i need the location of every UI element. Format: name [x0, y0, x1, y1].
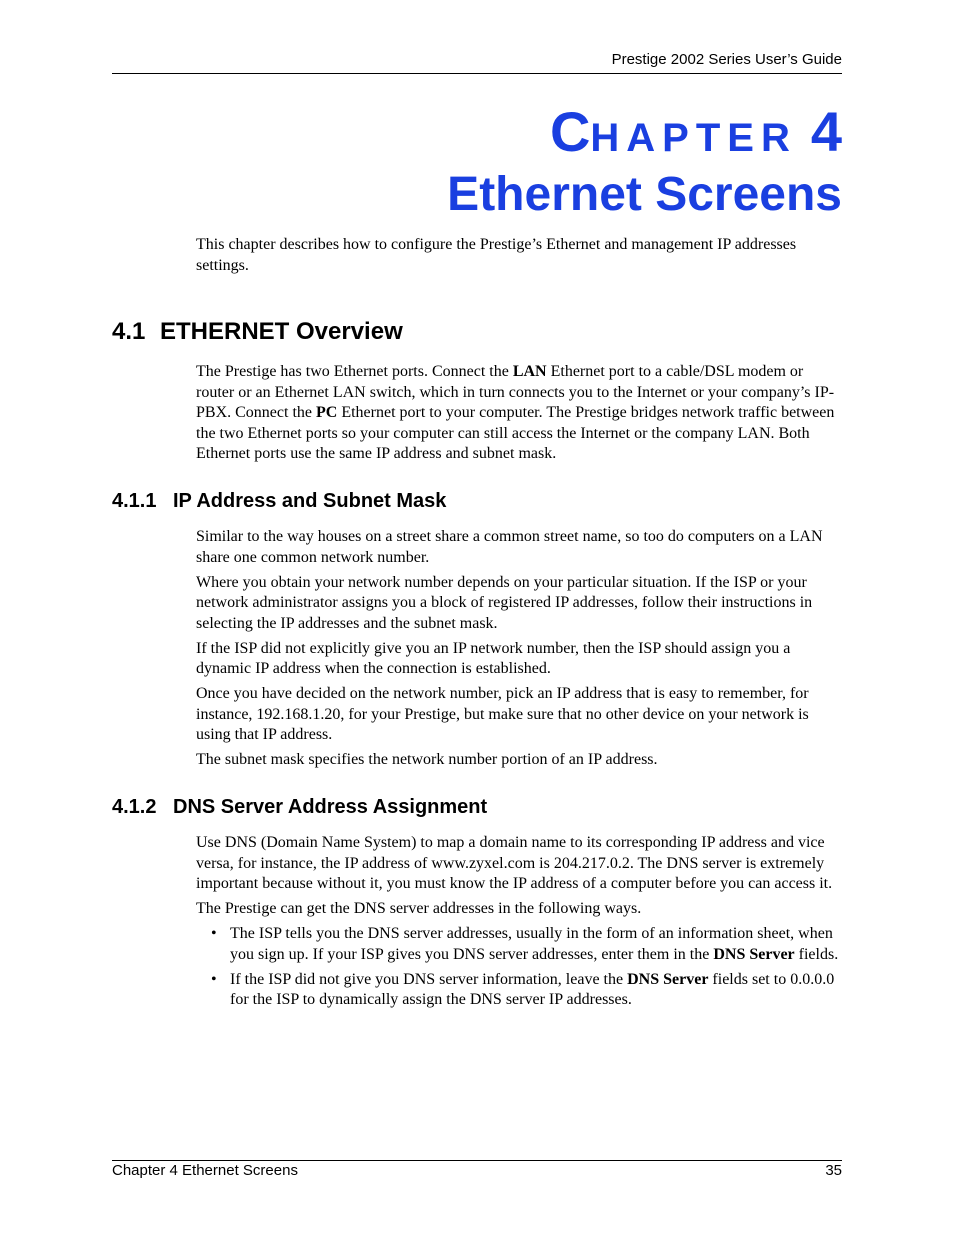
paragraph: If the ISP did not explicitly give you an IP network number, then the ISP should assign you a dynamic IP address when the connection is established. — [196, 639, 791, 677]
section-heading-4-1 — [112, 318, 403, 346]
text-run: Ethernet port to your computer. The Prestige bridges network traffic between the two Ethernet ports so your computer can still access the Internet or the company LAN. Both Ethernet ports use the same IP address and subnet mask. — [196, 404, 835, 462]
paragraph: The subnet mask specifies the network number portion of an IP address. — [196, 751, 658, 768]
list-item — [196, 970, 842, 1011]
intro-block — [196, 235, 842, 276]
section-title: DNS Server Address Assignment — [173, 796, 488, 818]
section-number: 4.1 — [112, 318, 146, 345]
chapter-label-initial: C — [549, 100, 591, 163]
lan-port-term: LAN — [512, 363, 547, 380]
paragraph: Once you have decided on the network number, pick an IP address that is easy to remember, for instance, 192.168.1.20, for your Prestige, but make sure that no other device on your network is using that IP address. — [196, 685, 809, 743]
dns-server-term: DNS Server — [627, 970, 709, 988]
dns-method-list — [196, 924, 842, 1011]
chapter-title: Ethernet Screens — [447, 168, 842, 221]
page-number: 35 — [825, 1162, 842, 1179]
text-run: If the ISP did not give you DNS server information, leave the — [230, 970, 628, 988]
footer-divider — [112, 1160, 842, 1161]
section-4-1-2-body — [196, 833, 842, 1011]
paragraph: Use DNS (Domain Name System) to map a domain name to its corresponding IP address and vice versa, for instance, the IP address of www.zyxel.com is 204.217.0.2. The DNS server is extremely important because without it, you must know the IP address of a computer before you can access it. — [196, 834, 833, 892]
overview-paragraph — [196, 362, 842, 465]
text-run: The Prestige has two Ethernet ports. Connect the — [196, 363, 513, 380]
header-divider — [112, 73, 842, 74]
section-title: ETHERNET Overview — [160, 318, 403, 345]
section-heading-4-1-1 — [112, 489, 446, 513]
section-title: IP Address and Subnet Mask — [173, 490, 447, 512]
running-header: Prestige 2002 Series User’s Guide — [611, 51, 842, 68]
paragraph: Similar to the way houses on a street share a common street name, so too do computers on a LAN share one common network number. — [196, 528, 823, 566]
chapter-number: 4 — [810, 100, 842, 163]
text-run: fields set to 0.0.0.0 for the ISP to dynamically assign the DNS server IP addresses. — [230, 970, 835, 1008]
bullet-marker: • — [211, 925, 217, 942]
section-number: 4.1.1 — [112, 490, 157, 512]
paragraph: Where you obtain your network number depends on your particular situation. If the ISP or your network administrator assigns you a block of registered IP addresses, follow their instructions in selecting the IP addresses and the subnet mask. — [196, 573, 813, 632]
list-item — [196, 924, 842, 965]
section-4-1-body — [196, 362, 842, 465]
chapter-label-rest: HAPTER — [590, 116, 797, 160]
text-run: Ethernet port to a cable/DSL modem or router or an Ethernet LAN switch, which in turn connects you to the Internet or your company’s IP-PBX. Connect the — [196, 363, 835, 421]
dns-server-term: DNS Server — [713, 945, 795, 963]
pc-port-term: PC — [316, 404, 338, 421]
section-heading-4-1-2 — [112, 795, 487, 819]
paragraph: The Prestige can get the DNS server addresses in the following ways. — [196, 900, 642, 917]
footer-chapter-label: Chapter 4 Ethernet Screens — [112, 1162, 298, 1179]
intro-paragraph: This chapter describes how to configure the Prestige’s Ethernet and management IP addresses settings. — [196, 236, 797, 274]
text-run: fields. — [794, 945, 839, 963]
text-run: The ISP tells you the DNS server addresses, usually in the form of an information sheet, when you sign up. If your ISP gives you DNS server addresses, enter them in the — [230, 925, 833, 963]
bullet-marker: • — [211, 970, 217, 988]
section-4-1-1-body — [196, 527, 842, 771]
section-number: 4.1.2 — [112, 796, 157, 818]
